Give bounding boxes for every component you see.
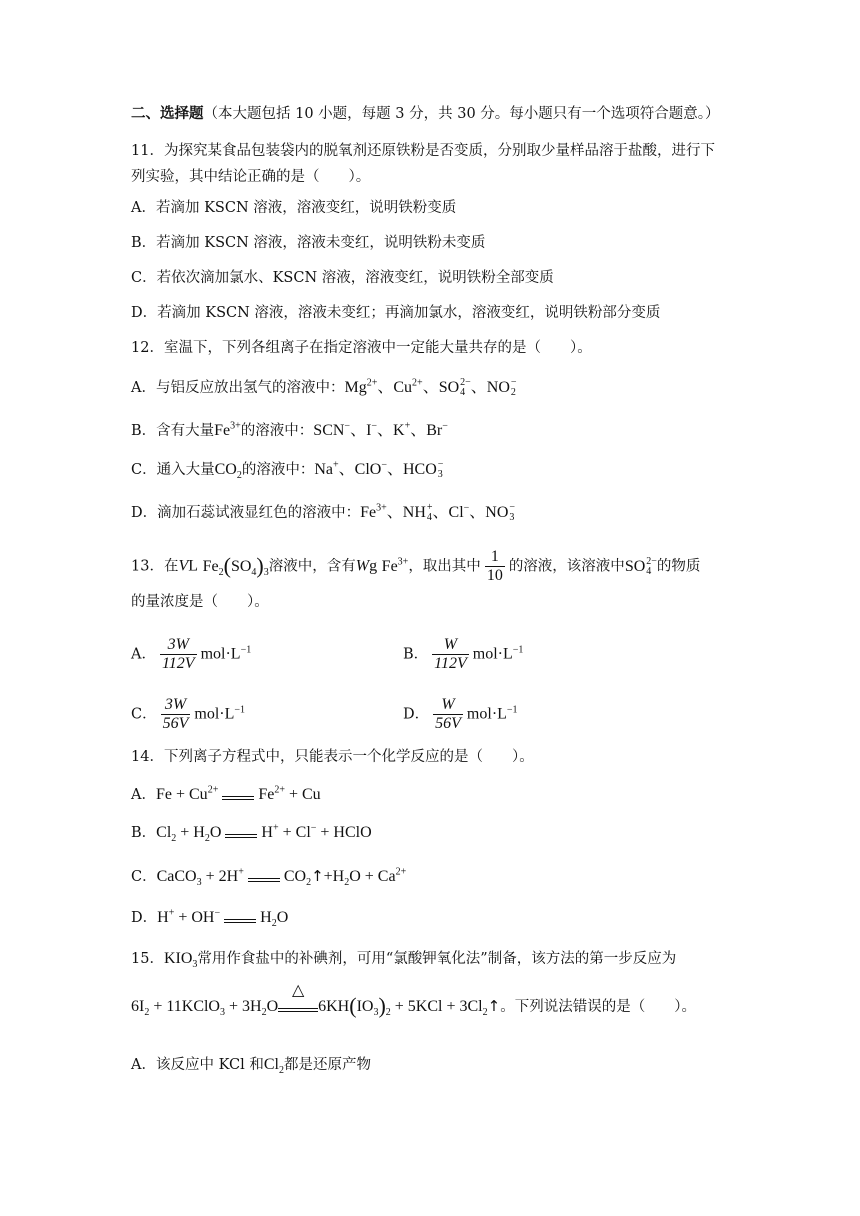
heat-triangle-icon: △ [291,982,305,1000]
q12-b-label: B．含有大量 [131,423,215,439]
q13-option-b: B． $\frac{W}{112V}$ $mol\cdot L^{-1}$ [403,636,524,672]
q14-option-c: C．CaCO$_3$ + 2H+ $CO_2↑+H_2O + Ca^{2+}$ [131,866,407,889]
q14-a-equation: $Fe + Cu^{2+}$ $Fe^{2+} + Cu$ [155,784,321,803]
section-desc: （本大题包括 10 小题，每题 3 分，共 30 分。每小题只有一个选项符合题意。） [203,106,720,122]
q11-option-d: D．若滴加 KSCN 溶液，溶液未变红；再滴加氯水，溶液变红，说明铁粉部分变质 [131,305,661,321]
q14-c-equation: CaCO$_3$ + 2H+ $CO_2↑+H_2O + Ca^{2+}$ [156,866,407,889]
q12-option-d [131,502,515,524]
q14-stem: 14．下列离子方程式中，只能表示一个化学反应的是（ ）。 [131,749,534,765]
heating-equals-sign [278,982,318,1012]
q14-option-a: A．$Fe + Cu^{2+}$ $Fe^{2+} + Cu$ [131,784,321,803]
section-title: 二、选择题 [131,105,204,122]
q12-c-label: C．通入大量 [131,462,215,478]
q11-option-b: B．若滴加 KSCN 溶液，溶液未变红，说明铁粉未变质 [131,235,486,251]
q11-stem-line2: 列实验，其中结论正确的是（ ）。 [131,169,371,185]
q15-equation: $6I_2$ + 11KClO$_3$ + $3H_2O$ △ $6KH(IO_3)_2 + 5KCl$ + $3Cl_2↑$ [131,982,501,1019]
q12-a-label: A．与铝反应放出氢气的溶液中： [131,380,345,396]
q13-fraction: $\frac{1}{10}$ [486,548,503,584]
q13-option-c: C． $\frac{3W}{56V}$ $mol\cdot L^{-1}$ [131,696,246,732]
section-header [131,103,720,125]
q11-option-a: A．若滴加 KSCN 溶液，溶液变红，说明铁粉变质 [131,200,457,216]
q12-option-b: B．含有大量$Fe^{3+}$的溶液中：SCN−、I−、K+、Br− [131,420,448,439]
q15-equation-line: $6I_2$ + 11KClO$_3$ + $3H_2O$ △ $6KH(IO_3)_2 + 5KCl$ + $3Cl_2↑$。下列说法错误的是（ ）。 [131,982,696,1019]
q12-c-ions: Na+、ClO−、HCO − 3 [314,459,444,481]
q11-option-c: C．若依次滴加氯水、KSCN 溶液，溶液变红，说明铁粉全部变质 [131,270,554,286]
q12-d-label: D．滴加石蕊试液显红色的溶液中： [131,505,361,521]
q12-b-ions: SCN−、I−、K+、Br− [313,420,448,439]
q14-option-d: D．H+ + OH− $H_2O$ [131,907,289,930]
q14-d-equation: H+ + OH− $H_2O$ [157,907,289,930]
q12-a-ions: $Mg^{2+}$、$Cu^{2+}$、SO 2− 4 、NO − 2 [344,377,517,399]
q13-option-a: A． $\frac{3W}{112V}$ $mol\cdot L^{-1}$ [131,636,252,672]
q11-stem-line1: 11．为探究某食品包装袋内的脱氧剂还原铁粉是否变质，分别取少量样品溶于盐酸，进行下 [131,143,715,159]
q14-b-equation: $Cl_2 + H_2O$ H+ + Cl− + HClO [156,822,372,845]
q13-stem-line1: 13．在VL $Fe_2(SO_4)_3$溶液中，含有Wg $Fe^{3+}$，取出其中 $\frac{1}{10}$ 的溶液，该溶液中SO 2− 4 的物质 [131,548,701,584]
q12-stem: 12．室温下，下列各组离子在指定溶液中一定能大量共存的是（ ）。 [131,340,592,356]
q14-option-b: B．$Cl_2 + H_2O$ H+ + Cl− + HClO [131,822,372,845]
q12-option-c: C．通入大量$CO_2$的溶液中：Na+、ClO−、HCO − 3 [131,459,444,482]
q15-stem: 15．$KIO_3$常用作食盐中的补碘剂，可用“氯酸钾氧化法”制备，该方法的第一步反应为 [131,950,677,971]
q15-option-a: A．该反应中 KCl 和$Cl_2$都是还原产物 [131,1056,371,1077]
q13-stem-line2: 的量浓度是（ ）。 [131,594,269,610]
q12-d-ions: $Fe^{3+}$、NH + 4 、Cl−、NO − 3 [360,502,516,524]
q13-option-d: D． $\frac{W}{56V}$ $mol\cdot L^{-1}$ [403,696,518,732]
q13-formula: $Fe_2(SO_4)_3$ [202,552,269,578]
q12-option-a [131,377,517,399]
